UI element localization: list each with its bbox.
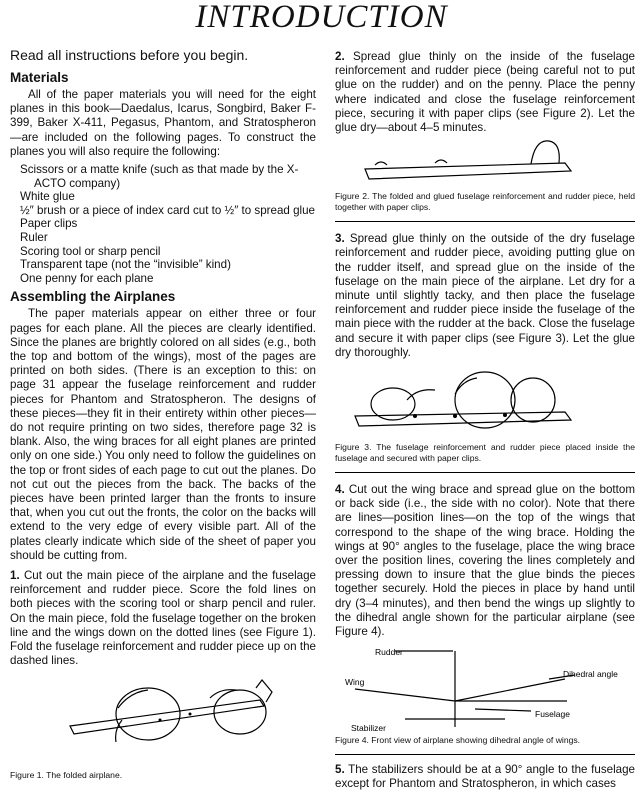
list-item: White glue bbox=[20, 190, 75, 204]
step-3 bbox=[335, 232, 635, 360]
figure-3-caption: Figure 3. The fuselage reinforcement and rudder piece placed inside the fuselage and secured with paper clips. bbox=[335, 442, 635, 464]
figure-4 bbox=[335, 639, 635, 746]
assembled-fuselage-illustration bbox=[335, 360, 635, 442]
step-2-text: Spread glue thinly on the inside of the fuselage reinforcement and rudder piece (being careful not to put glue on the rudder) and on the penny. Place the penny where indicated and close the fuselage reinforcement piece, securing it with paper clips (see Figure 2). Let the glue dry—about 4–5 minutes. bbox=[335, 50, 635, 135]
figure-1-caption: Figure 1. The folded airplane. bbox=[10, 770, 123, 781]
step-4-text: Cut out the wing brace and spread glue on the bottom or back side (i.e., the side with no color). Note that there are lines—position lines—on the top of the wings that correspond to the shape of the wing brace. Holding the wings at 90° angles to the fuselage, place the wing brace over the position lines, covering the lines completely and pressing down to insure that the glue binds the pieces together securely. Hold the pieces in place by hand until dry (3–4 minutes), and then bend the wings up slightly to the dihedral angle shown for the particular airplane (see Figure 4). bbox=[335, 483, 635, 639]
step-3-number: 3. bbox=[335, 232, 345, 246]
list-item: Ruler bbox=[20, 230, 48, 244]
step-2 bbox=[335, 50, 635, 135]
step-1-number: 1. bbox=[10, 569, 20, 583]
materials-intro: All of the paper materials you will need for the eight planes in this book—Daedalus, Icarus, Songbird, Baker F-399, Baker X-411, Pegasus, Phantom, and Stratospheron—are included on the following pages. To construct the planes you will also require the following: bbox=[10, 88, 316, 158]
page-title: INTRODUCTION bbox=[195, 0, 448, 35]
rudder-label: Rudder bbox=[375, 647, 403, 658]
list-item: Scoring tool or sharp pencil bbox=[20, 244, 161, 258]
assembling-heading: Assembling the Airplanes bbox=[10, 289, 176, 305]
step-1-text: Cut out the main piece of the airplane and the fuselage reinforcement and rudder piece. Score the fold lines on both pieces with the scoring tool or sharp pencil and ruler. On the main piece, fold the fuselage together on the broken line and the wings down on the dotted lines (see Figure 1). Fold the fuselage reinforcement and rudder piece up on the dashed lines. bbox=[10, 569, 316, 668]
list-item: Paper clips bbox=[20, 217, 78, 231]
list-item: One penny for each plane bbox=[20, 271, 154, 285]
step-4-number: 4. bbox=[335, 483, 345, 497]
fuselage-reinforcement-illustration bbox=[335, 135, 635, 191]
step-5-text: The stabilizers should be at a 90° angle to the fuselage except for Phantom and Stratospheron, in which cases bbox=[335, 763, 636, 791]
fuselage-label: Fuselage bbox=[535, 709, 570, 720]
dihedral-angle-label: Dihedral angle bbox=[563, 669, 618, 680]
wing-label: Wing bbox=[345, 677, 365, 688]
figure-2-caption: Figure 2. The folded and glued fuselage reinforcement and rudder piece, held together with paper clips. bbox=[335, 191, 635, 213]
figure-3 bbox=[335, 360, 635, 464]
step-5-number: 5. bbox=[335, 763, 345, 777]
materials-list bbox=[10, 163, 316, 285]
stabilizer-label: Stabilizer bbox=[351, 723, 386, 734]
figure-2 bbox=[335, 135, 635, 213]
list-item: ½″ brush or a piece of index card cut to ½″ to spread glue bbox=[20, 203, 316, 217]
step-4 bbox=[335, 483, 635, 639]
list-item: Scissors or a matte knife (such as that made by the X-ACTO company) bbox=[20, 163, 299, 190]
assembling-body: The paper materials appear on either three or four pages for each plane. All the pieces are clearly identified. Since the planes are brightly colored on all sides (e.g., both the top and bottom of the wings), most of the pages are printed on both sides. (There is an exception to this: on page 31 appear the fuselage reinforcement and rudder pieces for Phantom and Stratospheron. The designs of these pieces—they fit in their entirety within other pieces—do not require printing on two sides, therefore page 32 is blank. Also, the wing braces for all eight planes are printed only on one side.) You only need to follow the guidelines on the top or front sides of each page to cut out the planes. Do not cut out the pieces from the back. The backs of the pieces have been printed larger than the fronts to insure that, when you cut out the fronts, the color on the backs will extend to the very edge of every visible part. All of the plates clearly indicate which side of the sheet of paper you should be cutting from. bbox=[10, 307, 316, 562]
step-3-text: Spread glue thinly on the outside of the dry fuselage reinforcement and rudder piece, avoiding putting glue on the rudder itself, and spread glue on the inside of the fuselage on the main piece of the airplane. Let dry for a minute until slightly tacky, and then place the fuselage reinforcement and rudder piece inside the fuselage of the main piece with the rudder at the back. Close the fuselage and secure it with paper clips (see Figure 3). Let the glue dry thoroughly. bbox=[335, 232, 635, 359]
step-2-number: 2. bbox=[335, 50, 345, 63]
lead-instruction: Read all instructions before you begin. bbox=[10, 47, 249, 63]
dihedral-angle-diagram bbox=[335, 639, 635, 735]
figure-1 bbox=[10, 668, 316, 781]
materials-heading: Materials bbox=[10, 70, 69, 85]
list-item: Transparent tape (not the “invisible” kind) bbox=[20, 258, 231, 272]
figure-4-caption: Figure 4. Front view of airplane showing dihedral angle of wings. bbox=[335, 735, 581, 746]
right-column bbox=[335, 50, 635, 792]
step-5 bbox=[335, 763, 635, 791]
left-column bbox=[10, 46, 316, 781]
step-1 bbox=[10, 569, 316, 668]
divider bbox=[335, 221, 635, 222]
folded-airplane-illustration bbox=[10, 668, 316, 770]
divider bbox=[335, 754, 635, 755]
divider bbox=[335, 472, 635, 473]
